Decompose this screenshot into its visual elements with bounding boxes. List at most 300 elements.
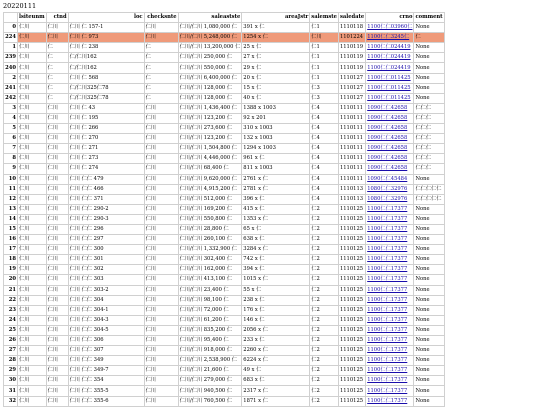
table-cell: 仁川 xyxy=(46,124,68,134)
row-index: 11 xyxy=(4,184,18,194)
crno-link[interactable]: 1100仁仁011425 xyxy=(366,83,414,93)
table-cell: 仁川/仁川 835,200 仁 xyxy=(178,325,242,335)
row-index: 20 xyxy=(4,275,18,285)
table-cell: 仁2 xyxy=(310,224,339,234)
table-cell: None xyxy=(414,356,444,366)
table-cell: 1110125 xyxy=(338,275,365,285)
table-cell: None xyxy=(414,43,444,53)
table-cell: 1110119 xyxy=(338,53,365,63)
table-cell: 仁川 xyxy=(144,154,178,164)
table-row[interactable] xyxy=(4,204,445,214)
table-cell: 仁川/仁川 550,000 仁 xyxy=(178,63,242,73)
table-cell: 仁川 xyxy=(18,124,47,134)
table-cell: 961 x 仁 xyxy=(242,154,310,164)
table-cell: 仁川/仁川 95,400 仁 xyxy=(178,336,242,346)
table-row[interactable] xyxy=(4,134,445,144)
table-cell: 仁川 xyxy=(144,224,178,234)
table-cell: 1110125 xyxy=(338,366,365,376)
table-cell: 1110125 xyxy=(338,204,365,214)
table-cell: 仁川 xyxy=(46,386,68,396)
table-cell: 仁川/仁川 1,436,400 仁 xyxy=(178,103,242,113)
table-row[interactable] xyxy=(4,93,445,103)
row-index: 0 xyxy=(4,23,18,33)
table-cell: 2781 x 仁 xyxy=(242,184,310,194)
table-cell: 仁仁仁仁仁 xyxy=(414,194,444,204)
table-cell: 仁川/仁川 28,800 仁 xyxy=(178,224,242,234)
table-cell: 1110111 xyxy=(338,154,365,164)
table-cell: 仁川 xyxy=(18,396,47,406)
table-cell: None xyxy=(414,376,444,386)
table-cell: 仁2 xyxy=(310,386,339,396)
table-row[interactable] xyxy=(4,164,445,174)
table-row[interactable] xyxy=(4,386,445,396)
crno-link[interactable]: 1080仁仁32976 xyxy=(366,184,414,194)
table-cell: 仁川 仁仁 304-5 xyxy=(68,325,144,335)
table-cell: 仁川/仁川 413,100 仁 xyxy=(178,275,242,285)
table-cell: 仁川 xyxy=(18,265,47,275)
crno-link[interactable]: 1090仁仁42658 xyxy=(366,124,414,134)
row-index: 25 xyxy=(4,325,18,335)
table-cell: 仁川 xyxy=(46,336,68,346)
table-cell: 仁川 仁 157-1 xyxy=(68,23,144,33)
table-cell: 25 x 仁 xyxy=(242,43,310,53)
table-cell: 仁川 仁 273 xyxy=(68,154,144,164)
table-cell: 仁川 仁仁 466 xyxy=(68,184,144,194)
table-cell: None xyxy=(414,295,444,305)
table-cell: 仁川 xyxy=(18,144,47,154)
table-row[interactable] xyxy=(4,356,445,366)
table-cell: 仁川 xyxy=(18,53,47,63)
table-cell: 仁4 xyxy=(310,134,339,144)
table-cell: 仁1 xyxy=(310,73,339,83)
table-cell: 仁4 xyxy=(310,144,339,154)
table-cell: 仁川 xyxy=(18,204,47,214)
table-cell: 仁川/仁川 98,100 仁 xyxy=(178,295,242,305)
table-cell: 仁川 xyxy=(144,184,178,194)
row-index: 24 xyxy=(4,315,18,325)
table-cell: 仁仁仁仁仁 xyxy=(414,184,444,194)
table-row[interactable] xyxy=(4,214,445,224)
crno-link[interactable]: 1100仁仁17377 xyxy=(366,336,414,346)
column-header[interactable]: saledate xyxy=(338,13,365,23)
table-cell: 2761 x 仁 xyxy=(242,174,310,184)
table-cell: 15 x 仁 xyxy=(242,83,310,93)
table-cell: 仁 xyxy=(144,83,178,93)
column-header[interactable]: comment xyxy=(414,13,444,23)
table-row[interactable] xyxy=(4,224,445,234)
table-cell: 仁川/仁川 302,400 仁 xyxy=(178,255,242,265)
table-cell: 仁川/仁川 273,600 仁 xyxy=(178,124,242,134)
crno-link[interactable]: 1090仁仁42658 xyxy=(366,154,414,164)
column-header[interactable] xyxy=(4,13,18,23)
table-cell: 仁川/仁川 260,100 仁 xyxy=(178,235,242,245)
table-cell: 仁川 仁 266 xyxy=(68,124,144,134)
table-cell: 1110111 xyxy=(338,103,365,113)
table-cell: 仁川 仁仁 296 xyxy=(68,224,144,234)
row-index: 22 xyxy=(4,295,18,305)
crno-link[interactable]: 1100仁仁17377 xyxy=(366,396,414,406)
column-header[interactable]: crno xyxy=(366,13,414,23)
table-cell: 仁川 xyxy=(46,285,68,295)
table-row[interactable] xyxy=(4,174,445,184)
table-row[interactable] xyxy=(4,305,445,315)
table-cell: 仁 xyxy=(46,63,68,73)
row-index: 239 xyxy=(4,53,18,63)
crno-link[interactable]: 1090仁仁42658 xyxy=(366,134,414,144)
table-row[interactable] xyxy=(4,194,445,204)
table-cell: 仁 xyxy=(144,93,178,103)
table-cell: 仁4 xyxy=(310,124,339,134)
crno-link[interactable]: 1090仁仁42658 xyxy=(366,103,414,113)
table-cell: 仁川 xyxy=(46,315,68,325)
crno-link[interactable]: 1100仁仁17377 xyxy=(366,255,414,265)
table-cell: 仁2 xyxy=(310,366,339,376)
crno-link[interactable]: 1100仁仁011425 xyxy=(366,73,414,83)
table-cell: 仁川 仁仁 302 xyxy=(68,265,144,275)
table-row[interactable] xyxy=(4,255,445,265)
table-cell: 仁/仁川325仁78 xyxy=(68,83,144,93)
column-header[interactable]: lsiteunm xyxy=(18,13,47,23)
table-cell: 仁川 仁仁 479 xyxy=(68,174,144,184)
crno-link[interactable]: 1100仁仁17377 xyxy=(366,295,414,305)
table-cell: 仁川 仁仁 355-5 xyxy=(68,386,144,396)
table-cell: 仁川 xyxy=(144,275,178,285)
table-row[interactable] xyxy=(4,285,445,295)
table-row[interactable] xyxy=(4,103,445,113)
table-cell: 仁川/仁川 9,620,000 仁 xyxy=(178,174,242,184)
crno-link[interactable]: 1100仁仁17377 xyxy=(366,356,414,366)
table-cell: 3284 x 仁 xyxy=(242,245,310,255)
table-cell: 仁川 xyxy=(144,356,178,366)
table-cell: 仁川/仁川 1,080,000 仁 xyxy=(178,23,242,33)
table-cell: 仁2 xyxy=(310,346,339,356)
table-cell: 仁川 xyxy=(18,174,47,184)
table-cell: 仁川 xyxy=(18,295,47,305)
table-row[interactable] xyxy=(4,346,445,356)
table-cell: 2056 x 仁 xyxy=(242,325,310,335)
crno-link[interactable]: 1100仁仁3245仁 xyxy=(366,33,414,43)
row-index: 13 xyxy=(4,204,18,214)
table-row[interactable] xyxy=(4,295,445,305)
crno-link[interactable]: 1100仁仁17377 xyxy=(366,325,414,335)
table-cell: 1110125 xyxy=(338,396,365,406)
table-cell: 6224 x 仁 xyxy=(242,356,310,366)
crno-link[interactable]: 1100仁仁024419 xyxy=(366,43,414,53)
table-row[interactable] xyxy=(4,184,445,194)
table-cell: 742 x 仁 xyxy=(242,255,310,265)
table-cell: None xyxy=(414,235,444,245)
table-cell: 仁仁仁 xyxy=(414,103,444,113)
table-cell: 仁川 仁 568 xyxy=(68,73,144,83)
table-cell: 310 x 1003 xyxy=(242,124,310,134)
table-cell: 仁川/仁川 550,800 仁 xyxy=(178,214,242,224)
table-cell: 仁仁仁 xyxy=(414,144,444,154)
table-cell: 仁川 xyxy=(18,255,47,265)
row-index: 15 xyxy=(4,224,18,234)
table-cell: 仁 xyxy=(144,53,178,63)
crno-link[interactable]: 1100仁仁17377 xyxy=(366,275,414,285)
table-cell: 1110125 xyxy=(338,224,365,234)
table-cell: 仁川 xyxy=(46,275,68,285)
table-row[interactable] xyxy=(4,23,445,33)
table-row[interactable] xyxy=(4,235,445,245)
table-cell: None xyxy=(414,325,444,335)
table-cell: 仁川 xyxy=(46,134,68,144)
crno-link[interactable]: 1100仁仁17377 xyxy=(366,235,414,245)
table-cell: 仁川 xyxy=(18,325,47,335)
table-cell: 仁川 xyxy=(144,336,178,346)
table-cell: None xyxy=(414,275,444,285)
crno-link[interactable]: 1100仁仁17377 xyxy=(366,224,414,234)
table-cell: 29 x 仁 xyxy=(242,63,310,73)
row-index: 1 xyxy=(4,43,18,53)
table-cell: 1353 x 仁 xyxy=(242,214,310,224)
table-cell: 仁川 xyxy=(46,245,68,255)
crno-link[interactable]: 1100仁仁17377 xyxy=(366,305,414,315)
crno-link[interactable]: 1100仁仁17377 xyxy=(366,366,414,376)
crno-link[interactable]: 1100仁仁17377 xyxy=(366,265,414,275)
table-cell: 仁川/仁川 162,000 仁 xyxy=(178,265,242,275)
table-cell: 仁仁仁 xyxy=(414,164,444,174)
column-header[interactable]: salemste xyxy=(310,13,339,23)
table-cell: 仁川/仁川 128,000 仁 xyxy=(178,93,242,103)
table-cell: None xyxy=(414,305,444,315)
table-cell: 仁2 xyxy=(310,336,339,346)
table-cell: 仁川 xyxy=(310,33,339,43)
row-index: 28 xyxy=(4,356,18,366)
table-cell: 仁川 xyxy=(144,376,178,386)
table-cell: 仁川 xyxy=(144,113,178,123)
table-cell: 仁4 xyxy=(310,154,339,164)
table-cell: 仁1 xyxy=(310,43,339,53)
table-cell: 1110125 xyxy=(338,265,365,275)
table-row[interactable] xyxy=(4,366,445,376)
table-cell: 仁川 xyxy=(144,295,178,305)
table-cell: None xyxy=(414,53,444,63)
table-cell: 仁4 xyxy=(310,164,339,174)
table-cell: 仁川 xyxy=(18,235,47,245)
table-cell: 仁 xyxy=(46,73,68,83)
table-cell: 仁2 xyxy=(310,265,339,275)
table-row[interactable] xyxy=(4,83,445,93)
table-row[interactable] xyxy=(4,154,445,164)
table-cell: 1110125 xyxy=(338,235,365,245)
table-cell: 仁川 仁 43 xyxy=(68,103,144,113)
table-cell: 1110119 xyxy=(338,43,365,53)
table-cell: 仁川 仁仁 304-3 xyxy=(68,315,144,325)
table-cell: 1110111 xyxy=(338,134,365,144)
data-table xyxy=(3,12,445,407)
table-row[interactable] xyxy=(4,53,445,63)
table-row[interactable] xyxy=(4,113,445,123)
table-cell: 仁2 xyxy=(310,356,339,366)
crno-link[interactable]: 1100仁仁17377 xyxy=(366,214,414,224)
table-cell: 仁川 xyxy=(144,23,178,33)
crno-link[interactable]: 1090仁仁42658 xyxy=(366,113,414,123)
table-cell: 仁1 xyxy=(310,53,339,63)
column-header[interactable]: ctnd xyxy=(46,13,68,23)
table-cell: 仁川 xyxy=(144,194,178,204)
table-cell: 仁/仁川162 xyxy=(68,63,144,73)
table-cell: 1110125 xyxy=(338,285,365,295)
table-cell: 415 x 仁 xyxy=(242,204,310,214)
table-cell: 仁川 仁仁 304-1 xyxy=(68,305,144,315)
table-row[interactable] xyxy=(4,245,445,255)
table-row[interactable] xyxy=(4,33,445,43)
table-cell: 仁川 xyxy=(18,93,47,103)
table-cell: 811 x 1003 xyxy=(242,164,310,174)
header-row xyxy=(4,13,445,23)
row-index: 21 xyxy=(4,285,18,295)
table-cell: 仁川 仁仁 306 xyxy=(68,336,144,346)
crno-link[interactable]: 1090仁仁45484 xyxy=(366,174,414,184)
table-cell: 仁川 xyxy=(46,356,68,366)
table-cell: 仁 xyxy=(144,63,178,73)
table-row[interactable] xyxy=(4,315,445,325)
column-header[interactable]: areaJstr xyxy=(242,13,310,23)
row-index: 240 xyxy=(4,63,18,73)
table-cell: 638 x 仁 xyxy=(242,235,310,245)
table-cell: 仁2 xyxy=(310,275,339,285)
table-row[interactable] xyxy=(4,275,445,285)
table-cell: 仁仁仁 xyxy=(414,154,444,164)
row-index: 30 xyxy=(4,376,18,386)
table-cell: 仁川/仁川 61,200 仁 xyxy=(178,315,242,325)
table-cell: 仁川 仁仁 349 xyxy=(68,356,144,366)
table-cell: 仁仁仁 xyxy=(414,113,444,123)
table-cell: 仁2 xyxy=(310,295,339,305)
table-cell: 1015 x 仁 xyxy=(242,275,310,285)
table-cell: 仁川 xyxy=(18,134,47,144)
table-cell: 仁川 xyxy=(18,154,47,164)
crno-link[interactable]: 1100仁仁17377 xyxy=(366,245,414,255)
table-row[interactable] xyxy=(4,325,445,335)
table-cell: None xyxy=(414,214,444,224)
table-cell: 仁川 xyxy=(144,245,178,255)
table-cell: 仁 xyxy=(414,33,444,43)
table-cell: 仁川 xyxy=(18,214,47,224)
crno-link[interactable]: 1090仁仁42658 xyxy=(366,164,414,174)
table-row[interactable] xyxy=(4,43,445,53)
table-cell: 仁川 xyxy=(46,235,68,245)
table-row[interactable] xyxy=(4,144,445,154)
column-header[interactable]: saleastste xyxy=(178,13,242,23)
table-cell: 仁川/仁川 279,000 仁 xyxy=(178,376,242,386)
crno-link[interactable]: 1100仁仁03960仁 xyxy=(366,23,414,33)
table-cell: 仁2 xyxy=(310,396,339,406)
table-cell: None xyxy=(414,265,444,275)
table-cell: 仁川 仁 271 xyxy=(68,144,144,154)
table-cell: 仁川 xyxy=(18,43,47,53)
table-cell: 仁川 xyxy=(18,356,47,366)
table-cell: 仁川/仁川 68,400 仁 xyxy=(178,164,242,174)
table-row[interactable] xyxy=(4,265,445,275)
table-cell: 仁2 xyxy=(310,305,339,315)
table-cell: 仁4 xyxy=(310,174,339,184)
table-row[interactable] xyxy=(4,73,445,83)
column-header[interactable]: loc xyxy=(68,13,144,23)
table-cell: 1110125 xyxy=(338,386,365,396)
table-cell: 仁川/仁川 123,200 仁 xyxy=(178,134,242,144)
crno-link[interactable]: 1100仁仁17377 xyxy=(366,386,414,396)
crno-link[interactable]: 1100仁仁17377 xyxy=(366,315,414,325)
crno-link[interactable]: 1100仁仁024419 xyxy=(366,53,414,63)
crno-link[interactable]: 1100仁仁17377 xyxy=(366,285,414,295)
table-cell: 1101224 xyxy=(338,33,365,43)
column-header[interactable]: checksnte xyxy=(144,13,178,23)
table-cell: 仁川 xyxy=(144,315,178,325)
table-cell: 仁川 xyxy=(18,33,47,43)
table-cell: 1110125 xyxy=(338,336,365,346)
table-cell: None xyxy=(414,174,444,184)
table-cell: 仁川 xyxy=(46,224,68,234)
table-cell: 仁川/仁川 169,200 仁 xyxy=(178,204,242,214)
table-cell: 仁川/仁川 1,504,800 仁 xyxy=(178,144,242,154)
crno-link[interactable]: 1090仁仁42658 xyxy=(366,144,414,154)
table-cell: 146 x 仁 xyxy=(242,315,310,325)
row-index: 241 xyxy=(4,83,18,93)
table-cell: 仁川 xyxy=(46,214,68,224)
row-index: 7 xyxy=(4,144,18,154)
table-cell: 仁川/仁川 760,500 仁 xyxy=(178,396,242,406)
crno-link[interactable]: 1080仁仁32976 xyxy=(366,194,414,204)
crno-link[interactable]: 1100仁仁17377 xyxy=(366,204,414,214)
table-cell: 仁川 xyxy=(18,103,47,113)
table-cell: 1254 x 仁 xyxy=(242,33,310,43)
table-cell: 仁1 xyxy=(310,63,339,73)
table-cell: 仁川 xyxy=(18,73,47,83)
table-cell: 683 x 仁 xyxy=(242,376,310,386)
table-cell: 仁/仁川162 xyxy=(68,53,144,63)
table-cell: 仁川 xyxy=(18,376,47,386)
row-index: 26 xyxy=(4,336,18,346)
table-row[interactable] xyxy=(4,124,445,134)
table-cell: 仁川/仁川 128,000 仁 xyxy=(178,83,242,93)
table-cell: None xyxy=(414,83,444,93)
table-cell: 仁3 xyxy=(310,83,339,93)
table-cell: 仁川 xyxy=(46,376,68,386)
table-cell: None xyxy=(414,73,444,83)
table-row[interactable] xyxy=(4,336,445,346)
table-cell: 238 x 仁 xyxy=(242,295,310,305)
table-cell: 仁川/仁川 23,400 仁 xyxy=(178,285,242,295)
table-cell: 仁川/仁川 72,000 仁 xyxy=(178,305,242,315)
crno-link[interactable]: 1100仁仁024419 xyxy=(366,63,414,73)
table-cell: 仁川/仁川 21,600 仁 xyxy=(178,366,242,376)
page-title: 20220111 xyxy=(3,2,37,10)
row-index: 8 xyxy=(4,154,18,164)
table-cell: 仁川/仁川 918,000 仁 xyxy=(178,346,242,356)
crno-link[interactable]: 1100仁仁17377 xyxy=(366,376,414,386)
table-cell: 仁川/仁川 6,400,000 仁 xyxy=(178,73,242,83)
table-cell: 1110125 xyxy=(338,325,365,335)
table-cell: 1388 x 1003 xyxy=(242,103,310,113)
table-row[interactable] xyxy=(4,63,445,73)
crno-link[interactable]: 1100仁仁17377 xyxy=(366,346,414,356)
table-cell: 1110127 xyxy=(338,73,365,83)
table-cell: 1110125 xyxy=(338,346,365,356)
table-cell: 仁川/仁川 5,248,000 仁 xyxy=(178,33,242,43)
table-cell: 仁2 xyxy=(310,235,339,245)
table-row[interactable] xyxy=(4,376,445,386)
table-cell: 1110111 xyxy=(338,124,365,134)
table-cell: 仁川 xyxy=(144,204,178,214)
table-cell: 仁2 xyxy=(310,255,339,265)
table-cell: 仁仁仁 xyxy=(414,124,444,134)
crno-link[interactable]: 1100仁仁011425 xyxy=(366,93,414,103)
row-index: 27 xyxy=(4,346,18,356)
table-cell: 1110127 xyxy=(338,83,365,93)
